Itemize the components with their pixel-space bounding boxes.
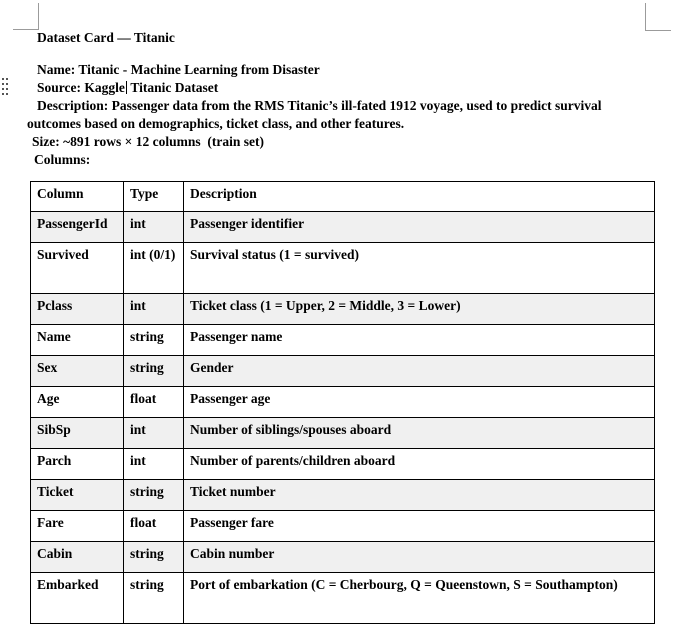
source-text-before: Source: Kaggle — [37, 80, 125, 95]
cell-type[interactable]: int (0/1) — [124, 243, 184, 294]
cell-description[interactable]: Ticket number — [184, 480, 655, 511]
table-row — [31, 387, 655, 418]
doc-title[interactable]: Dataset Card — Titanic — [37, 30, 175, 45]
cell-description[interactable]: Passenger name — [184, 325, 655, 356]
table-row — [31, 356, 655, 387]
source-line[interactable] — [27, 79, 613, 97]
table-row — [31, 325, 655, 356]
table-row — [31, 480, 655, 511]
cell-column[interactable]: PassengerId — [31, 212, 124, 243]
margin-corner-mark-right-icon — [645, 3, 671, 31]
cell-description[interactable]: Gender — [184, 356, 655, 387]
cell-column[interactable]: Survived — [31, 243, 124, 294]
cell-type[interactable]: int — [124, 294, 184, 325]
cell-column[interactable]: Fare — [31, 511, 124, 542]
cell-description[interactable]: Passenger identifier — [184, 212, 655, 243]
cell-type[interactable]: string — [124, 542, 184, 573]
cell-type[interactable]: string — [124, 325, 184, 356]
cell-description[interactable]: Ticket class (1 = Upper, 2 = Middle, 3 = Lower) — [184, 294, 655, 325]
cell-description[interactable]: Passenger age — [184, 387, 655, 418]
cell-type[interactable]: float — [124, 511, 184, 542]
cell-description[interactable]: Passenger fare — [184, 511, 655, 542]
cell-column[interactable]: SibSp — [31, 418, 124, 449]
header-type[interactable]: Type — [124, 182, 184, 212]
name-line[interactable]: Name: Titanic - Machine Learning from Disaster — [37, 62, 320, 77]
source-text-after: Titanic Dataset — [130, 80, 219, 95]
size-line[interactable]: Size: ~891 rows × 12 columns (train set) — [32, 134, 264, 149]
cell-description[interactable]: Number of parents/children aboard — [184, 449, 655, 480]
header-description[interactable]: Description — [184, 182, 655, 212]
table-row — [31, 542, 655, 573]
table-row — [31, 212, 655, 243]
cell-type[interactable]: string — [124, 573, 184, 624]
cell-type[interactable]: int — [124, 449, 184, 480]
cell-description[interactable]: Cabin number — [184, 542, 655, 573]
table-row — [31, 418, 655, 449]
cell-type[interactable]: string — [124, 480, 184, 511]
cell-description[interactable]: Number of siblings/spouses aboard — [184, 418, 655, 449]
table-row — [31, 243, 655, 294]
cell-column[interactable]: Pclass — [31, 294, 124, 325]
text-cursor — [126, 81, 128, 94]
cell-description[interactable]: Survival status (1 = survived) — [184, 243, 655, 294]
header-column[interactable]: Column — [31, 182, 124, 212]
table-row — [31, 294, 655, 325]
cell-column[interactable]: Embarked — [31, 573, 124, 624]
cell-column[interactable]: Sex — [31, 356, 124, 387]
cell-type[interactable]: string — [124, 356, 184, 387]
cell-column[interactable]: Name — [31, 325, 124, 356]
cell-column[interactable]: Age — [31, 387, 124, 418]
drag-handle-dots-icon — [2, 78, 4, 80]
cell-column[interactable]: Parch — [31, 449, 124, 480]
cell-column[interactable]: Ticket — [31, 480, 124, 511]
columns-table — [30, 181, 655, 624]
margin-corner-mark-left-icon — [13, 3, 39, 30]
table-row — [31, 573, 655, 624]
table-header-row — [31, 182, 655, 212]
table-row — [31, 449, 655, 480]
cell-column[interactable]: Cabin — [31, 542, 124, 573]
cell-description[interactable]: Port of embarkation (C = Cherbourg, Q = Queenstown, S = Southampton) — [184, 573, 655, 624]
columns-label[interactable]: Columns: — [34, 152, 91, 167]
cell-type[interactable]: float — [124, 387, 184, 418]
document-text — [27, 29, 613, 169]
cell-type[interactable]: int — [124, 212, 184, 243]
cell-type[interactable]: int — [124, 418, 184, 449]
description-line[interactable]: Description: Passenger data from the RMS Titanic’s ill-fated 1912 voyage, used to predict survival outcomes based on demographics, ticket class, and other features. — [27, 98, 602, 131]
table-row — [31, 511, 655, 542]
